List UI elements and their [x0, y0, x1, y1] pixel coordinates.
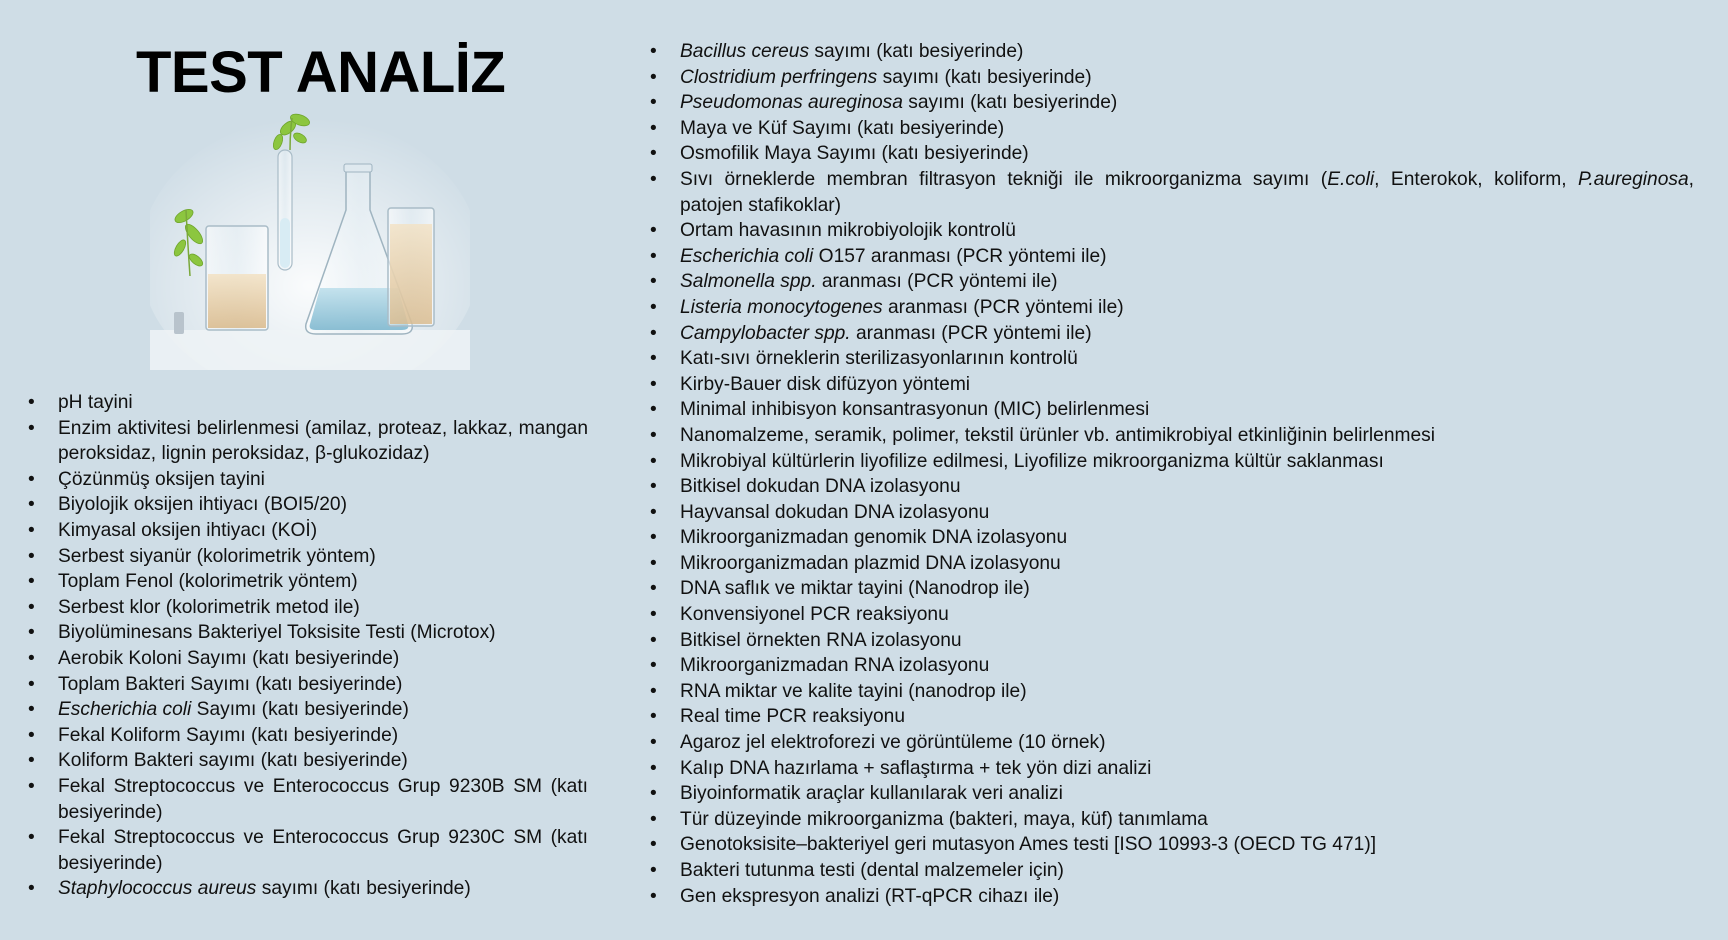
list-item: [650, 90, 1694, 116]
list-item: [650, 39, 1694, 65]
list-item: [650, 576, 1694, 602]
item-text: Bitkisel örnekten RNA izolasyonu: [680, 629, 962, 651]
list-item: [28, 825, 588, 876]
list-item: [650, 321, 1694, 347]
list-item: [650, 423, 1694, 449]
item-text: Mikrobiyal kültürlerin liyofilize edilmesi, Liyofilize mikroorganizma kültür saklanması: [680, 450, 1384, 472]
list-item: [650, 269, 1694, 295]
item-text: sayımı (katı besiyerinde): [902, 92, 1118, 114]
species-name: P.aureginosa: [1578, 168, 1689, 190]
item-text: Çözünmüş oksijen tayini: [58, 468, 265, 490]
item-text: Minimal inhibisyon konsantrasyonun (MIC) belirlenmesi: [680, 399, 1150, 421]
list-item: [28, 646, 588, 672]
list-item: [650, 141, 1694, 167]
list-item: [650, 807, 1694, 833]
item-text: Biyoinformatik araçlar kullanılarak veri analizi: [680, 783, 1063, 805]
species-name: Escherichia coli: [680, 245, 814, 267]
item-text: Enzim aktivitesi belirlenmesi (amilaz, proteaz, lakkaz, mangan peroksidaz, lignin peroksidaz, β-glukozidaz): [58, 417, 588, 465]
item-text: Fekal Koliform Sayımı (katı besiyerinde): [58, 724, 399, 746]
list-item: [28, 748, 588, 774]
item-text: sayımı (katı besiyerinde): [256, 878, 471, 900]
item-text: RNA miktar ve kalite tayini (nanodrop ile): [680, 680, 1027, 702]
list-item: [28, 774, 588, 825]
list-item: [28, 492, 588, 518]
list-item: [650, 397, 1694, 423]
item-text: Katı-sıvı örneklerin sterilizasyonlarının kontrolü: [680, 348, 1078, 370]
item-text: Fekal Streptococcus ve Enterococcus Grup 9230C SM (katı besiyerinde): [58, 827, 588, 874]
list-item: [650, 372, 1694, 398]
list-item: [650, 116, 1694, 142]
item-text: aranması (PCR yöntemi ile): [882, 296, 1124, 318]
item-text: sayımı (katı besiyerinde): [809, 41, 1024, 62]
item-text: Mikroorganizmadan plazmid DNA izolasyonu: [680, 552, 1061, 574]
species-name: Staphylococcus aureus: [58, 878, 257, 900]
left-test-list: [28, 390, 588, 902]
list-item: [28, 697, 588, 723]
right-test-list: [650, 39, 1694, 909]
species-name: Pseudomonas aureginosa: [680, 92, 903, 114]
item-text: Nanomalzeme, seramik, polimer, tekstil ürünler vb. antimikrobiyal etkinliğinin belirlenmesi: [680, 424, 1436, 446]
list-item: [28, 467, 588, 493]
list-item: [650, 474, 1694, 500]
item-text: Fekal Streptococcus ve Enterococcus Grup 9230B SM (katı besiyerinde): [58, 775, 588, 823]
list-item: [650, 65, 1694, 91]
list-item: [650, 551, 1694, 577]
item-text: Mikroorganizmadan genomik DNA izolasyonu: [680, 527, 1068, 549]
item-text: pH tayini: [58, 392, 133, 413]
list-item: [650, 449, 1694, 475]
list-item: [650, 704, 1694, 730]
list-item: [650, 525, 1694, 551]
list-item: [650, 858, 1694, 884]
item-text: aranması (PCR yöntemi ile): [850, 322, 1092, 344]
list-item: [650, 832, 1694, 858]
item-text: Biyolojik oksijen ihtiyacı (BOI5/20): [58, 494, 347, 516]
list-item: [650, 346, 1694, 372]
laboratory-glassware-icon: [150, 98, 470, 370]
item-text: Aerobik Koloni Sayımı (katı besiyerinde): [58, 647, 400, 669]
item-text: , patojen stafikoklar): [680, 168, 1694, 216]
item-text: Sayımı (katı besiyerinde): [191, 699, 409, 721]
list-item: [28, 672, 588, 698]
item-text: Koliform Bakteri sayımı (katı besiyerinde): [58, 750, 408, 772]
item-text: Kimyasal oksijen ihtiyacı (KOİ): [58, 519, 318, 541]
item-text: Sıvı örneklerde membran filtrasyon tekniği ile mikroorganizma sayımı (: [680, 168, 1328, 190]
species-name: Salmonella spp.: [680, 271, 817, 293]
item-text: Serbest siyanür (kolorimetrik yöntem): [58, 545, 376, 567]
item-text: O157 aranması (PCR yöntemi ile): [813, 245, 1107, 267]
list-item: [650, 295, 1694, 321]
list-item: [650, 218, 1694, 244]
item-text: Bitkisel dokudan DNA izolasyonu: [680, 476, 961, 498]
list-item: [650, 628, 1694, 654]
species-name: Campylobacter spp.: [680, 322, 851, 344]
list-item: [28, 620, 588, 646]
item-text: Genotoksisite–bakteriyel geri mutasyon Ames testi [ISO 10993-3 (OECD TG 471)]: [680, 834, 1377, 856]
item-text: Maya ve Küf Sayımı (katı besiyerinde): [680, 117, 1005, 139]
item-text: Biyolüminesans Bakteriyel Toksisite Testi (Microtox): [58, 622, 496, 644]
item-text: Kirby-Bauer disk difüzyon yöntemi: [680, 373, 971, 395]
item-text: Kalıp DNA hazırlama + saflaştırma + tek yön dizi analizi: [680, 757, 1152, 779]
list-item: [650, 781, 1694, 807]
item-text: DNA saflık ve miktar tayini (Nanodrop ile): [680, 578, 1030, 600]
list-item: [650, 756, 1694, 782]
list-item: [650, 244, 1694, 270]
item-text: Konvensiyonel PCR reaksiyonu: [680, 604, 949, 626]
item-text: Real time PCR reaksiyonu: [680, 706, 906, 728]
item-text: Toplam Fenol (kolorimetrik yöntem): [58, 571, 358, 593]
item-text: Hayvansal dokudan DNA izolasyonu: [680, 501, 990, 523]
item-text: aranması (PCR yöntemi ile): [816, 271, 1058, 293]
slide-title: TEST ANALİZ: [136, 40, 506, 105]
item-text: Agaroz jel elektroforezi ve görüntüleme (10 örnek): [680, 732, 1106, 754]
list-item: [650, 167, 1694, 218]
item-text: Mikroorganizmadan RNA izolasyonu: [680, 655, 990, 677]
item-text: Tür düzeyinde mikroorganizma (bakteri, maya, küf) tanımlama: [680, 808, 1208, 830]
list-item: [650, 500, 1694, 526]
item-text: Osmofilik Maya Sayımı (katı besiyerinde): [680, 143, 1029, 165]
item-text: Toplam Bakteri Sayımı (katı besiyerinde): [58, 673, 403, 695]
item-text: Serbest klor (kolorimetrik metod ile): [58, 596, 360, 618]
species-name: E.coli: [1327, 168, 1375, 190]
list-item: [650, 730, 1694, 756]
list-item: [28, 876, 588, 902]
item-text: , Enterokok, koliform,: [1374, 168, 1579, 190]
item-text: Ortam havasının mikrobiyolojik kontrolü: [680, 220, 1016, 242]
species-name: Listeria monocytogenes: [680, 296, 883, 318]
list-item: [28, 544, 588, 570]
item-text: sayımı (katı besiyerinde): [877, 66, 1092, 88]
list-item: [28, 595, 588, 621]
list-item: [28, 518, 588, 544]
species-name: Clostridium perfringens: [680, 66, 878, 88]
list-item: [28, 723, 588, 749]
species-name: Escherichia coli: [58, 699, 192, 721]
item-text: Bakteri tutunma testi (dental malzemeler için): [680, 860, 1064, 881]
species-name: Bacillus cereus: [680, 41, 810, 62]
list-item: [650, 602, 1694, 628]
list-item: [650, 653, 1694, 679]
list-item: [28, 390, 588, 416]
list-item: [28, 416, 588, 467]
list-item: [28, 569, 588, 595]
list-item: [650, 679, 1694, 705]
item-text: Gen ekspresyon analizi (RT-qPCR cihazı ile): [680, 885, 1060, 907]
list-item: [650, 884, 1694, 910]
